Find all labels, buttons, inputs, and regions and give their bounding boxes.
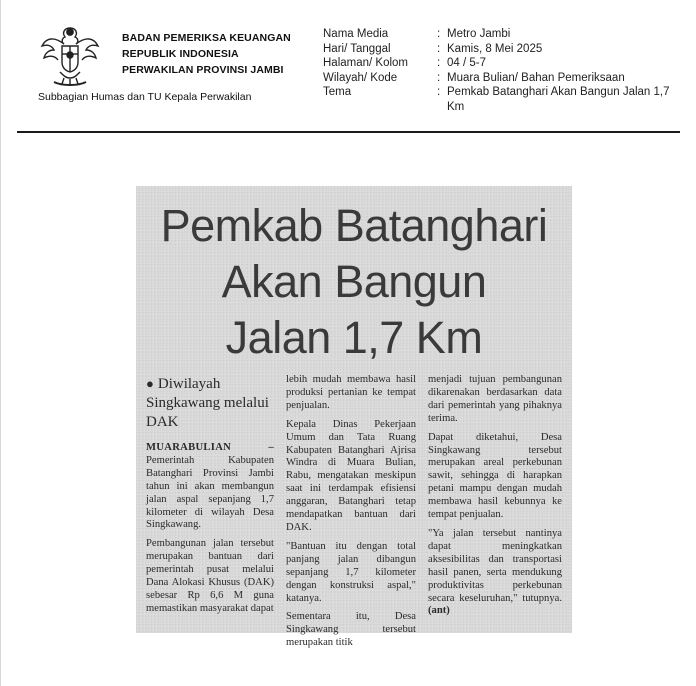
paragraph [146,442,274,532]
organization-name [122,30,291,78]
bullet-icon: ● [146,376,154,391]
article-subheadline [146,374,274,432]
paragraph: menjadi tujuan pembangunan dikarenakan berdasarkan data dari pemerintah yang pihaknya terima. [428,374,562,424]
meta-colon: : [437,42,441,55]
paragraph: Sementara itu, Desa Singkawang tersebut merupakan titik [286,611,416,649]
paragraph-text: "Ya jalan tersebut nantinya dapat meningkatkan aksesibilitas dan transportasi hasil panen, serta mendukung produktivitas perkebunan secara keseluruhan," tutupnya. [428,527,562,604]
paragraph: Dapat diketahui, Desa Singkawang tersebut merupakan areal perkebunan sawit, sehingga di harapkan petani mampu dengan mudah membawa hasil kebunnya ke tempat penjualan. [428,431,562,521]
newspaper-clipping [136,186,572,649]
meta-label: Tema [323,86,352,99]
meta-colon: : [437,57,441,70]
meta-colons [437,27,440,100]
paragraph: Kepala Dinas Pekerjaan Umum dan Tata Ruang Kabupaten Batanghari Ajrisa Windra di Muara Bulian, Rabu, mengatakan meskipun saat ini terdampak efisiensi anggaran, Batanghari tetap mendapatkan bantuan dari DAK. [286,418,416,533]
paragraph [428,528,562,618]
article-column-1 [146,374,274,616]
paragraph: Pembangunan jalan tersebut merupakan bantuan dari pemerintah pusat melalui Dana Alokasi Khusus (DAK) sebesar Rp 6,6 M guna memastikan masyarakat dapat [146,538,274,614]
subheadline-text: Diwilayah Singkawang melalui DAK [146,376,269,430]
headline-line: Akan Bangun [221,256,487,307]
meta-values [447,27,687,115]
page-left-border [0,0,1,686]
org-line-2: REPUBLIK INDONESIA [122,48,239,60]
header-divider [17,131,680,133]
meta-value-page: 04 / 5-7 [447,57,486,70]
meta-label: Halaman/ Kolom [323,57,409,70]
org-line-1: BADAN PEMERIKSA KEUANGAN [122,32,291,44]
meta-label: Nama Media [323,28,389,40]
meta-value-date: Kamis, 8 Mei 2025 [447,42,543,55]
meta-colon: : [437,28,441,40]
headline-line: Pemkab Batanghari [160,200,548,251]
meta-label: Wilayah/ Kode [323,71,398,84]
meta-labels [323,27,408,100]
meta-value-region: Muara Bulian/ Bahan Pemeriksaan [447,71,625,84]
article-column-3 [428,374,562,618]
paragraph: lebih mudah membawa hasil produksi pertanian ke tempat penjualan. [286,374,416,411]
article-headline [136,198,572,366]
article-column-2 [286,374,416,650]
subbagian-label: Subbagian Humas dan TU Kepala Perwakilan [38,91,252,103]
meta-colon: : [437,86,441,99]
meta-label: Hari/ Tanggal [323,42,391,55]
meta-value-theme: Pemkab Batanghari Akan Bangun Jalan 1,7 Km [447,86,670,113]
org-line-3: PERWAKILAN PROVINSI JAMBI [122,64,284,76]
garuda-emblem-icon [40,22,100,88]
paragraph: "Bantuan itu dengan total panjang jalan dibangun sepanjang 1,7 kilometer dengan konstruksi aspal," katanya. [286,540,416,604]
meta-value-media: Metro Jambi [447,28,511,40]
paragraph-text: Pemerintah Kabupaten Batanghari Provinsi Jambi tahun ini akan membangun jalan aspal sepanjang 1,7 kilometer di wilayah Desa Singkawang. [146,454,274,531]
author-tag: (ant) [428,605,450,617]
headline-line: Jalan 1,7 Km [225,312,483,363]
dateline: MUARABULIAN – [146,442,274,453]
meta-colon: : [437,71,441,84]
